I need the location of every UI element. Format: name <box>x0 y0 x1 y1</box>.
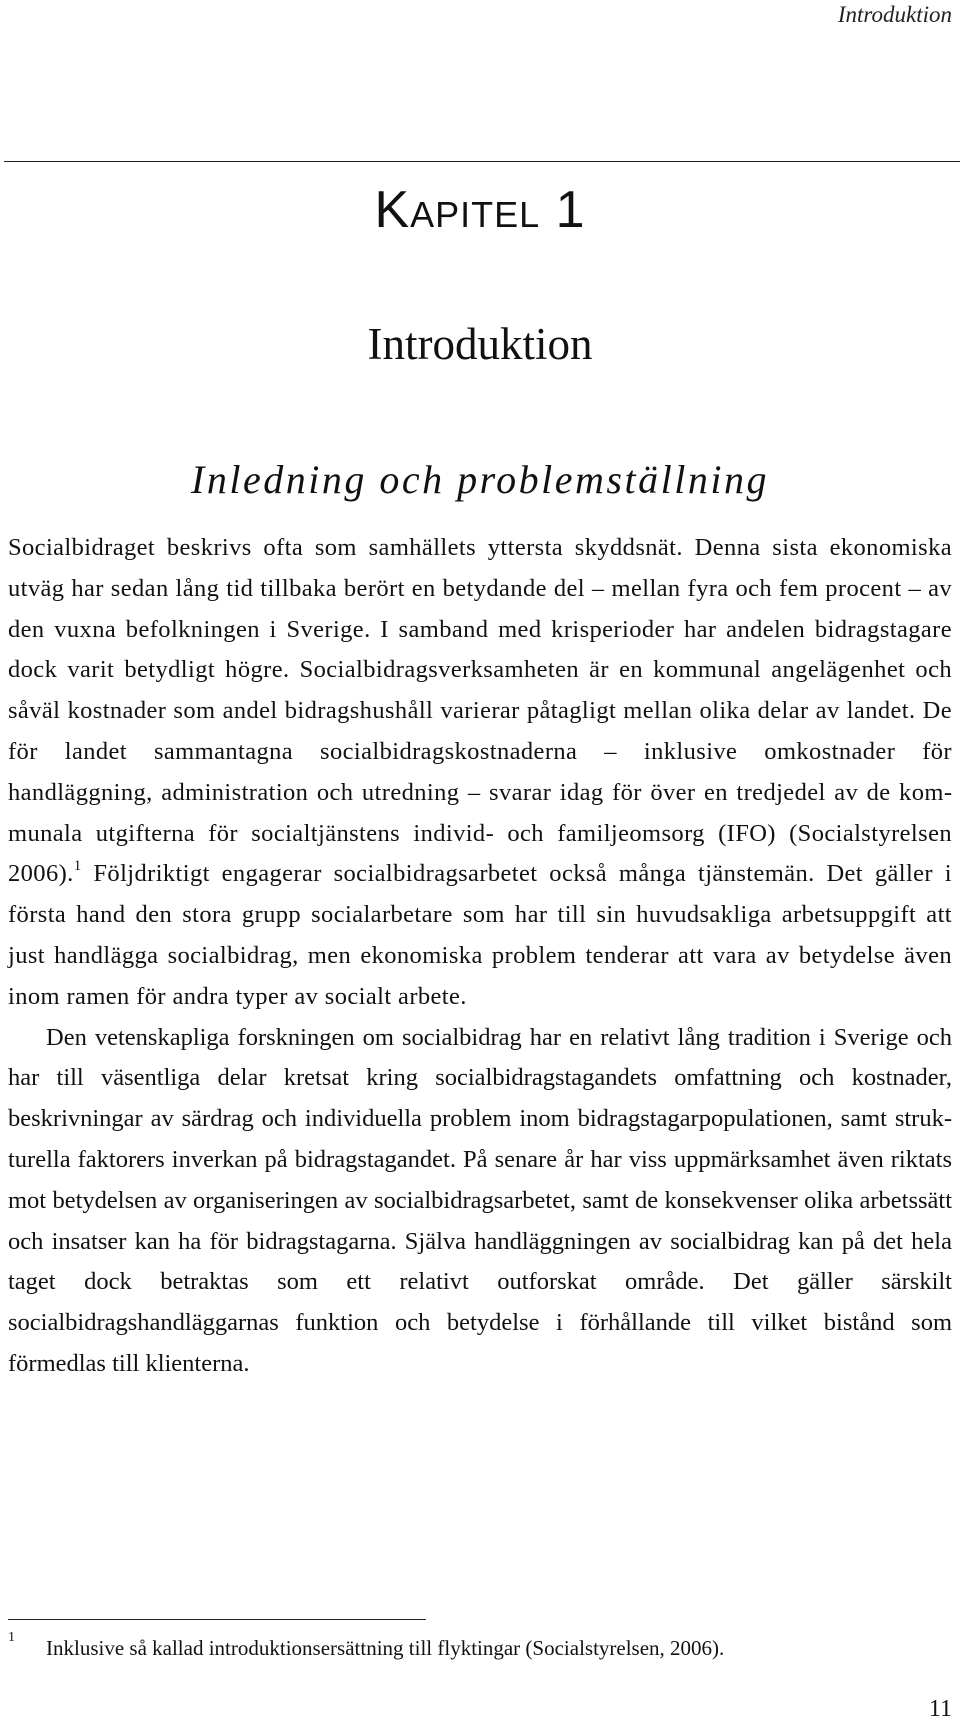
chapter-label: Kapitel 1 <box>374 181 586 239</box>
paragraph-1-text-b: Följdriktigt engagerar socialbidragsarbetet också många tjänstemän. Det gäller i första hand den stora grupp socialarbetare som har till sin huvudsakliga arbetsuppgift att just handlägga socialbidrag, men ekonomiska problem tenderar att vara av betydelse även inom ramen för andra typer av socialt arbete. <box>8 860 952 1010</box>
section-title: Inledning och problemställning <box>191 457 769 502</box>
footnote-number: 1 <box>8 1630 15 1645</box>
footnote-text: Inklusive så kallad introduktionsersättning till flyktingar (Socialstyrelsen, 2006). <box>46 1636 725 1660</box>
footnote-rule <box>8 1619 426 1620</box>
body-text <box>8 528 952 1385</box>
header-rule <box>4 161 960 162</box>
running-header: Introduktion <box>837 2 952 27</box>
page-number: 11 <box>928 1696 952 1722</box>
paragraph-2: Den vetenskapliga forskningen om socialbidrag har en relativt lång tradition i Sverige och har till väsentliga delar kretsat kring socialbidragstagandets omfattning och kostnader, beskrivningar av särdrag och individuella problem inom bidragstagarpopulationen, samt strukturella faktorers inverkan på bidragstagandet. På senare år har viss uppmärksamhet även riktats mot betydelsen av organiseringen av socialbidragsarbetet, samt de konsekvenser olika arbetssätt och insatser kan ha för bidragstagarna. Själva handläggningen av socialbidrag kan på det hela taget dock betraktas som ett relativt outforskat område. Det gäller särskilt socialbidragshandläggarnas funktion och betydelse i förhållande till vilket bistånd som förmedlas till klienterna. <box>8 1023 952 1377</box>
footnote-reference[interactable]: 1 <box>73 858 82 875</box>
paragraph-1 <box>8 528 952 1018</box>
chapter-title: Introduktion <box>367 319 593 369</box>
paragraph-1-text-a: Socialbidraget beskrivs ofta som samhällets yttersta skyddsnät. Denna sista ekonomiska utväg har sedan lång tid tillbaka berört en betydande del – mellan fyra och fem procent – av den vuxna befolkningen i Sverige. I samband med krisperioder har andelen bidragstagare dock varit betydligt högre. Socialbidragsverksamheten är en kommunal angelägenhet och såväl kostnader som andel bidragshushåll varierar påtagligt mellan olika delar av landet. De för landet sammantagna socialbidragskostnaderna – inklusive omkostnader för handläggning, administration och utredning – svarar idag för över en tredjedel av de kommunala utgifterna för socialtjänstens individ- och familjeomsorg (IFO) (Socialstyrelsen 2006). <box>8 534 952 888</box>
